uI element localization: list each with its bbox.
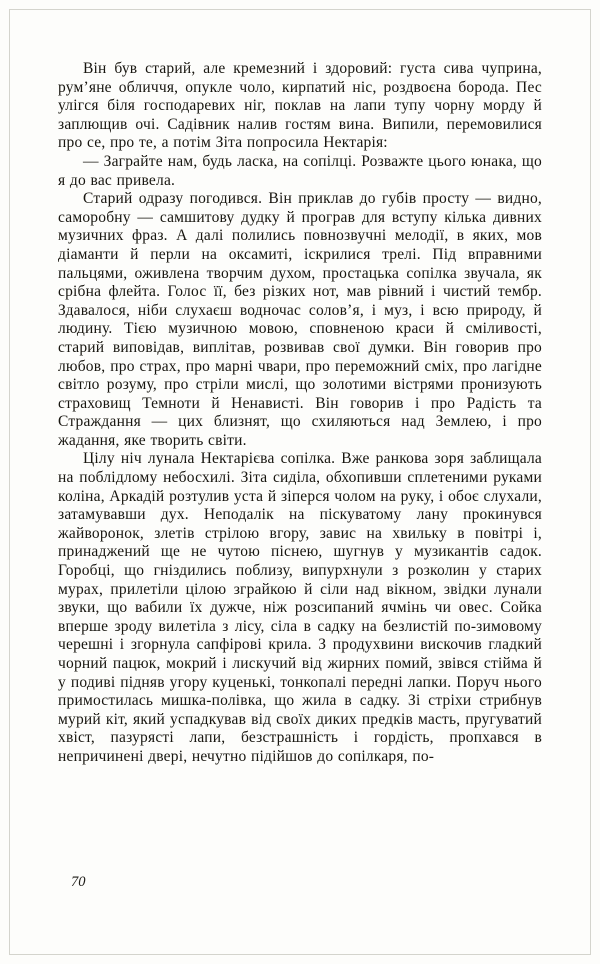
page-number: 70 xyxy=(71,874,86,890)
paragraph: Він був старий, але кремезний і здоровий: густа сива чуприна, рум’яне обличчя, опукле чоло, кирпатий ніс, роздвоєна борода. Пес улігся біля господаревих ніг, поклав на лапи тупу чорну морду й заплющив очі. Садівник налив гостям вина. Випили, перемовилися про се, про те, а потім Зіта попросила Нектарія: xyxy=(58,60,542,152)
paragraph-dialogue: — Заграйте нам, будь ласка, на сопілці. Розважте цього юнака, що я до вас привела. xyxy=(58,152,542,189)
paragraph: Старий одразу погодився. Він приклав до губів просту — видно, саморобну — самшитову дудку й програв для вступу кілька дивних музичних фраз. А далі полились повнозвучні мелодії, в яких, мов діаманти й перли на оксамиті, іскрилися трелі. Під вправними пальцями, оживлена творчим духом, простацька сопілка звучала, як срібна флейта. Голос її, без різких нот, мав рівний і чистий тембр. Здавалося, ніби слухаєш водночас солов’я, і муз, і всю природу, й людину. Тією музичною мовою, сповненою краси й сміливості, старий виповідав, виплітав, розвивав свої думки. Він говорив про любов, про страх, про марні чвари, про переможний сміх, про лагідне світло розуму, про стріли мислі, що золотими вістрями пронизують страховищ Темноти й Ненависті. Він говорив і про Радість та Страждання — цих близнят, що схиляються над Землею, і про жадання, яке творить світи. xyxy=(58,190,542,449)
page-text-block xyxy=(58,60,542,767)
paragraph: Цілу ніч лунала Нектарієва сопілка. Вже ранкова зоря заблищала на поблідлому небосхилі. Зіта сиділа, обхопивши сплетеними руками коліна, Аркадій розтулив уста й зіперся чолом на руку, і обоє слухали, затамувавши дух. Неподалік на піскуватому лану прокинувся жайворонок, злетів стрілою вгору, завис на хвильку в повітрі і, принаджений ще не чутою піснею, шугнув у музикантів садок. Горобці, що гніздились поблизу, випурхнули з розколин у старих мурах, прилетіли цілою зграйкою й сіли над вікном, звідки лунали звуки, що вабили їх дужче, ніж розсипаний ячмінь чи овес. Сойка вперше зроду вилетіла з лісу, сіла в садку на безлистій по-зимовому черешні і згорнула сапфірові крила. З продухвини вискочив гладкий чорний пацюк, мокрий і лискучий від жирних помий, звівся стійма й у подиві підняв угору куценькі, тонкопалі передні лапки. Поруч нього примостилась мишка-полівка, що жила в садку. Зі стріхи стрибнув мурий кіт, який успадкував від своїх диких предків масть, пругуватий хвіст, пазурясті лапи, безстрашність і гордість, пропхався в непричинені двері, нечутно підійшов до сопілкаря, по- xyxy=(58,450,542,765)
